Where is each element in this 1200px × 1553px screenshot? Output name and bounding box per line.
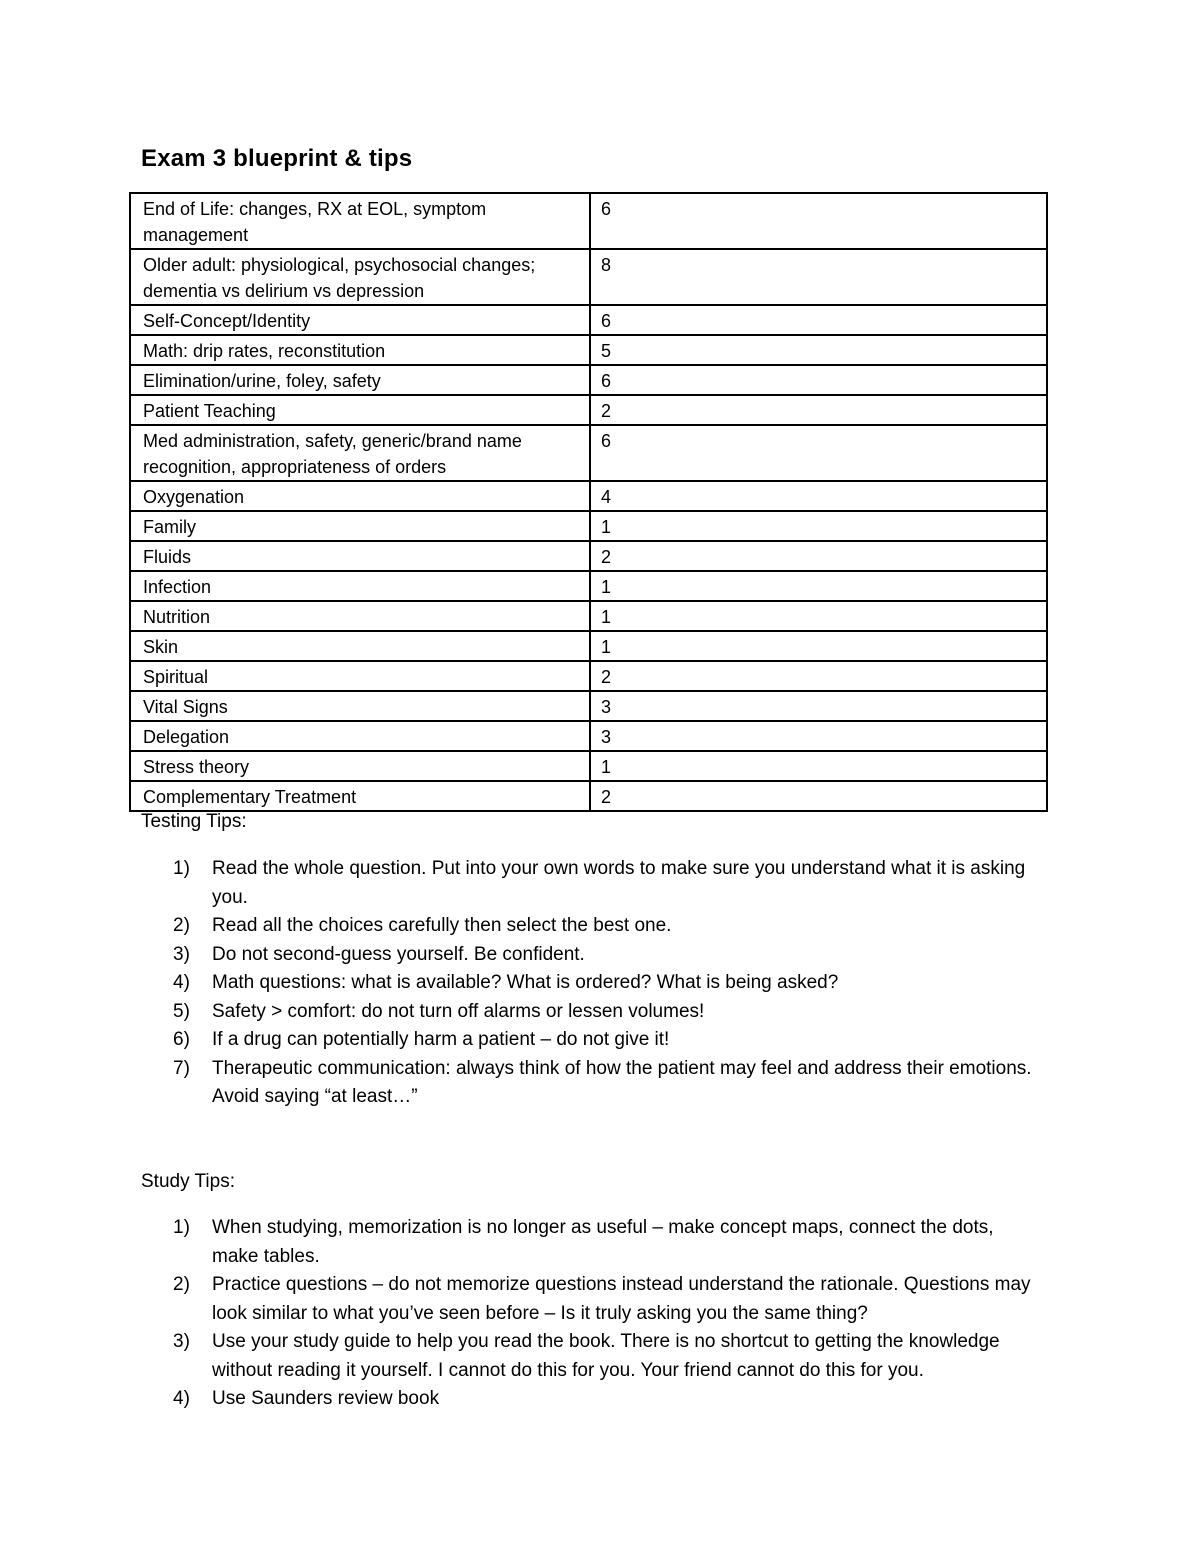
list-item	[141, 1026, 1041, 1055]
count-cell: 1	[590, 601, 1047, 631]
table-row	[130, 781, 1047, 811]
topic-cell: Family	[130, 511, 590, 541]
list-item-text: Use Saunders review book	[212, 1388, 440, 1409]
testing-tips-list	[141, 855, 1041, 1112]
study-tips-list	[141, 1214, 1041, 1414]
topic-cell: Skin	[130, 631, 590, 661]
table-row	[130, 511, 1047, 541]
list-item	[141, 1214, 1041, 1271]
topic-cell: Complementary Treatment	[130, 781, 590, 811]
count-cell: 1	[590, 751, 1047, 781]
blueprint-table	[129, 192, 1048, 812]
topic-cell: Infection	[130, 571, 590, 601]
topic-cell: Elimination/urine, foley, safety	[130, 365, 590, 395]
count-cell: 6	[590, 365, 1047, 395]
count-cell: 2	[590, 541, 1047, 571]
list-item	[141, 1328, 1041, 1385]
count-cell: 2	[590, 781, 1047, 811]
list-item	[141, 998, 1041, 1027]
table-row	[130, 249, 1047, 305]
list-item-text: Math questions: what is available? What is ordered? What is being asked?	[212, 972, 839, 993]
list-item	[141, 912, 1041, 941]
list-item-text: If a drug can potentially harm a patient – do not give it!	[212, 1029, 670, 1050]
count-cell: 2	[590, 661, 1047, 691]
list-item-number: 2)	[173, 915, 190, 936]
testing-tips-heading: Testing Tips:	[141, 811, 247, 832]
table-row	[130, 365, 1047, 395]
topic-cell: Delegation	[130, 721, 590, 751]
count-cell: 2	[590, 395, 1047, 425]
list-item	[141, 1055, 1041, 1112]
study-tips-heading: Study Tips:	[141, 1171, 235, 1192]
list-item-text: Read the whole question. Put into your own words to make sure you understand what it is asking you.	[212, 858, 1026, 908]
list-item	[141, 855, 1041, 912]
list-item-number: 1)	[173, 1217, 190, 1238]
list-item	[141, 941, 1041, 970]
topic-cell: Patient Teaching	[130, 395, 590, 425]
count-cell: 1	[590, 631, 1047, 661]
table-row	[130, 425, 1047, 481]
list-item-number: 1)	[173, 858, 190, 879]
list-item-number: 3)	[173, 1331, 190, 1352]
list-item-number: 4)	[173, 1388, 190, 1409]
table-row	[130, 601, 1047, 631]
count-cell: 6	[590, 193, 1047, 249]
topic-cell: Vital Signs	[130, 691, 590, 721]
count-cell: 4	[590, 481, 1047, 511]
list-item-text: Safety > comfort: do not turn off alarms or lessen volumes!	[212, 1000, 705, 1022]
list-item-text: Do not second-guess yourself. Be confident.	[212, 943, 585, 965]
topic-cell: Spiritual	[130, 661, 590, 691]
table-row	[130, 305, 1047, 335]
list-item-text: Therapeutic communication: always think of how the patient may feel and address their emotions. Avoid saying “at least…”	[212, 1057, 1032, 1107]
table-row	[130, 721, 1047, 751]
count-cell: 8	[590, 249, 1047, 305]
topic-cell: Self-Concept/Identity	[130, 305, 590, 335]
count-cell: 6	[590, 305, 1047, 335]
table-row	[130, 661, 1047, 691]
list-item	[141, 969, 1041, 998]
table-row	[130, 631, 1047, 661]
list-item-number: 5)	[173, 1000, 190, 1022]
table-row	[130, 481, 1047, 511]
topic-cell: Oxygenation	[130, 481, 590, 511]
table-row	[130, 571, 1047, 601]
list-item-text: Read all the choices carefully then select the best one.	[212, 915, 672, 936]
count-cell: 1	[590, 571, 1047, 601]
topic-cell: Math: drip rates, reconstitution	[130, 335, 590, 365]
topic-cell: Fluids	[130, 541, 590, 571]
list-item	[141, 1385, 1041, 1414]
list-item-number: 6)	[173, 1029, 190, 1050]
list-item-text: Use your study guide to help you read the book. There is no shortcut to getting the knowledge without reading it yourself. I cannot do this for you. Your friend cannot do this for you.	[212, 1331, 1000, 1381]
table-row	[130, 541, 1047, 571]
count-cell: 5	[590, 335, 1047, 365]
list-item-text: Practice questions – do not memorize questions instead understand the rationale. Questions may look similar to what you’ve seen before – Is it truly asking you the same thing?	[212, 1274, 1031, 1324]
table-row	[130, 335, 1047, 365]
list-item-number: 2)	[173, 1274, 190, 1295]
document-title: Exam 3 blueprint & tips	[141, 145, 413, 172]
count-cell: 6	[590, 425, 1047, 481]
table-row	[130, 395, 1047, 425]
list-item	[141, 1271, 1041, 1328]
list-item-number: 7)	[173, 1057, 190, 1079]
list-item-text: When studying, memorization is no longer as useful – make concept maps, connect the dots, make tables.	[212, 1217, 994, 1267]
table-row	[130, 193, 1047, 249]
list-item-number: 4)	[173, 972, 190, 993]
count-cell: 3	[590, 721, 1047, 751]
count-cell: 1	[590, 511, 1047, 541]
count-cell: 3	[590, 691, 1047, 721]
topic-cell: Stress theory	[130, 751, 590, 781]
table-row	[130, 751, 1047, 781]
topic-cell: Nutrition	[130, 601, 590, 631]
table-row	[130, 691, 1047, 721]
topic-cell: Older adult: physiological, psychosocial changes; dementia vs delirium vs depression	[130, 249, 590, 305]
list-item-number: 3)	[173, 943, 190, 965]
topic-cell: Med administration, safety, generic/brand name recognition, appropriateness of orders	[130, 425, 590, 481]
topic-cell: End of Life: changes, RX at EOL, symptom management	[130, 193, 590, 249]
